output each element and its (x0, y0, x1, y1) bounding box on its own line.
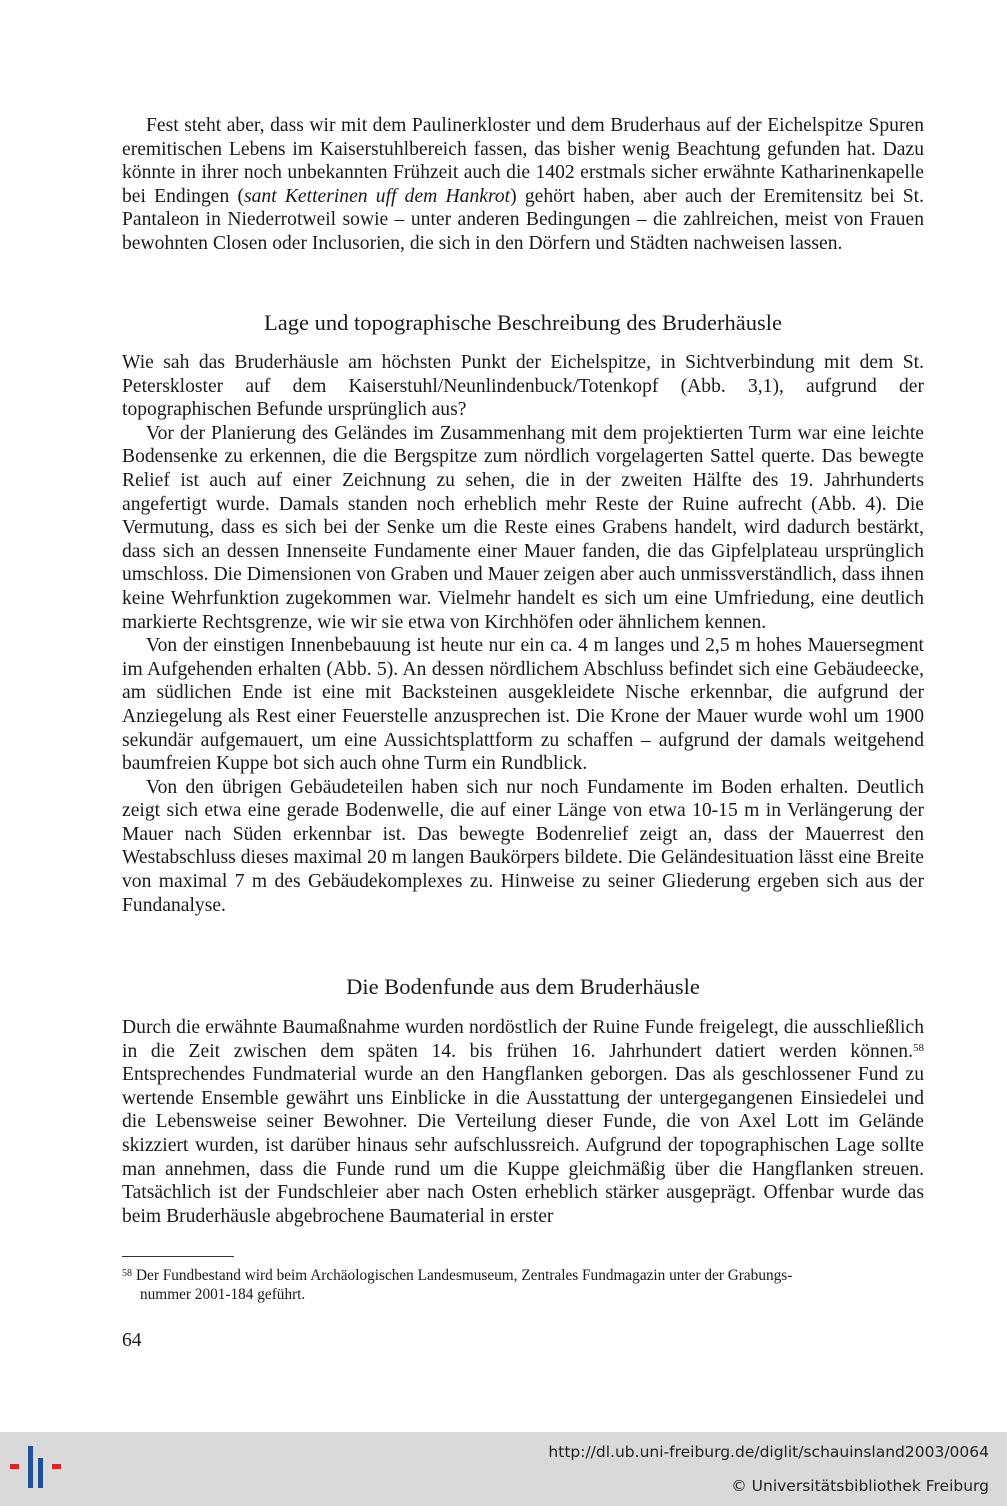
paragraph: Von den übrigen Gebäudeteilen haben sich nur noch Fundamente im Boden erhalten. Deutlich zeigt sich etwa eine gerade Bodenwelle, die auf einer Länge von etwa 10-15 m in Verlängerung der Mauer nach Süden erkennbar ist. Das bewegte Bodenrelief zeigt an, dass der Mauerrest den Westabschluss dieses maximal 20 m langen Baukörpers bildete. Die Geländesituation lässt eine Breite von maximal 7 m des Gebäudekomplexes zu. Hinweise zu seiner Gliederung ergeben sich aus der Fundanalyse. (122, 776, 924, 916)
page-number: 64 (122, 1330, 142, 1351)
source-url-link[interactable]: http://dl.ub.uni-freiburg.de/diglit/schauinsland2003/0064 (548, 1443, 989, 1461)
intro-italic-quote: sant Ketterinen uff dem Hankrot (243, 185, 511, 207)
copyright-text: © Universitätsbibliothek Freiburg (731, 1477, 989, 1495)
paragraph (122, 1016, 924, 1228)
footnote-reference: 58 (913, 1041, 924, 1054)
section-lage-body (122, 351, 924, 917)
paragraph: Vor der Planierung des Geländes im Zusammenhang mit dem projektierten Turm war eine leichte Bodensenke zu erkennen, die die Bergspitze zum nördlich vorgelagerten Sattel querte. Das bewegte Relief ist auch auf einer Zeichnung zu sehen, die in der zweiten Hälfte des 19. Jahrhunderts angefertigt wurde. Damals standen noch erheblich mehr Reste der Ruine aufrecht (Abb. 4). Die Vermutung, dass es sich bei der Senke um die Reste eines Grabens handelt, wird dadurch bestärkt, dass sich an dessen Innenseite Fundamente einer Mauer fanden, die das Gipfelplateau ursprünglich umschloss. Die Dimensionen von Graben und Mauer zeigen aber auch unmissverständlich, dass ihnen keine Wehrfunktion zugekommen war. Vielmehr handelt es sich um eine Umfriedung, eine deutlich markierte Rechtsgrenze, wie wir sie etwa von Kirchhöfen oder ähnlichem kennen. (122, 422, 924, 633)
section-bodenfunde-body (122, 1016, 924, 1228)
section-heading-lage: Lage und topographische Beschreibung des Bruderhäusle (264, 310, 782, 335)
section-heading-bodenfunde: Die Bodenfunde aus dem Bruderhäusle (346, 974, 700, 999)
paragraph-text: Entsprechendes Fundmaterial wurde an den Hangflanken geborgen. Das als geschlossener Fund zu wertende Ensemble gewährt uns Einblicke in die Ausstattung der untergegangenen Einsiedelei und die Lebensweise seiner Bewohner. Die Verteilung dieser Funde, die von Axel Lott im Gelände skizziert wurden, ist darüber hinaus sehr aufschlussreich. Aufgrund der topographischen Lage sollte man annehmen, dass die Funde rund um die Kuppe gleichmäßig über die Hangflanken streuen. Tatsächlich ist der Fundschleier aber nach Osten erheblich stärker ausgeprägt. Offenbar wurde das beim Bruderhäusle abgebrochene Baumaterial in erster (122, 1064, 924, 1227)
intro-text-2: ) gehört haben, aber auch der Eremitensitz bei St. Pantaleon in Niederrotweil sowie – unter anderen Bedingungen – die zahlreichen, meist von Frauen bewohnten Closen oder Inclusorien, die sich in den Dörfern und Städten nachweisen lassen. (122, 185, 925, 254)
intro-paragraph (122, 114, 924, 256)
footnote (122, 1264, 924, 1304)
section-lage (122, 309, 924, 337)
section-bodenfunde (122, 973, 924, 1001)
paragraph-text: Durch die erwähnte Baumaßnahme wurden nordöstlich der Ruine Funde freigelegt, die ausschließlich in die Zeit zwischen dem späten 14. bis frühen 16. Jahrhundert datiert werden können. (122, 1017, 924, 1062)
footnote-text-line1: Der Fundbestand wird beim Archäologischen Landesmuseum, Zentrales Fundmagazin unter der Grabungs- (136, 1267, 793, 1284)
footnote-divider (122, 1256, 234, 1257)
intro-text-1: Fest steht aber, dass wir mit dem Paulinerkloster und dem Bruderhaus auf der Eichelspitze Spuren eremitischen Lebens im Kaiserstuhlbereich fassen, das bisher wenig Beachtung gefunden hat. Dazu könnte in ihrer noch unbekannten Frühzeit auch die 1402 erstmals sicher erwähnte Katharinenkapelle bei Endingen ( (122, 115, 924, 207)
intro-block (122, 114, 924, 256)
footer-bar (0, 1432, 1007, 1506)
footnote-text-line2: nummer 2001-184 geführt. (140, 1286, 306, 1303)
footnote-number: 58 (122, 1268, 132, 1279)
ub-freiburg-logo-icon (10, 1444, 62, 1490)
paragraph: Von der einstigen Innenbebauung ist heute nur ein ca. 4 m langes und 2,5 m hohes Mauersegment im Aufgehenden erhalten (Abb. 5). An dessen nördlichem Abschluss befindet sich eine Gebäudeecke, am südlichen Ende ist eine mit Backsteinen ausgekleidete Nische erkennbar, die aufgrund der Anziegelung als Rest einer Feuerstelle anzusprechen ist. Die Krone der Mauer wurde wohl um 1900 sekundär aufgemauert, um eine Aussichtsplattform zu schaffen – aufgrund der damals weitgehend baumfreien Kuppe bot sich auch ohne Turm ein Rundblick. (122, 635, 924, 775)
paragraph: Wie sah das Bruderhäusle am höchsten Punkt der Eichelspitze, in Sichtverbindung mit dem St. Peterskloster auf dem Kaiserstuhl/Neunlindenbuck/Totenkopf (Abb. 3,1), aufgrund der topographischen Befunde ursprünglich aus? (122, 352, 924, 421)
